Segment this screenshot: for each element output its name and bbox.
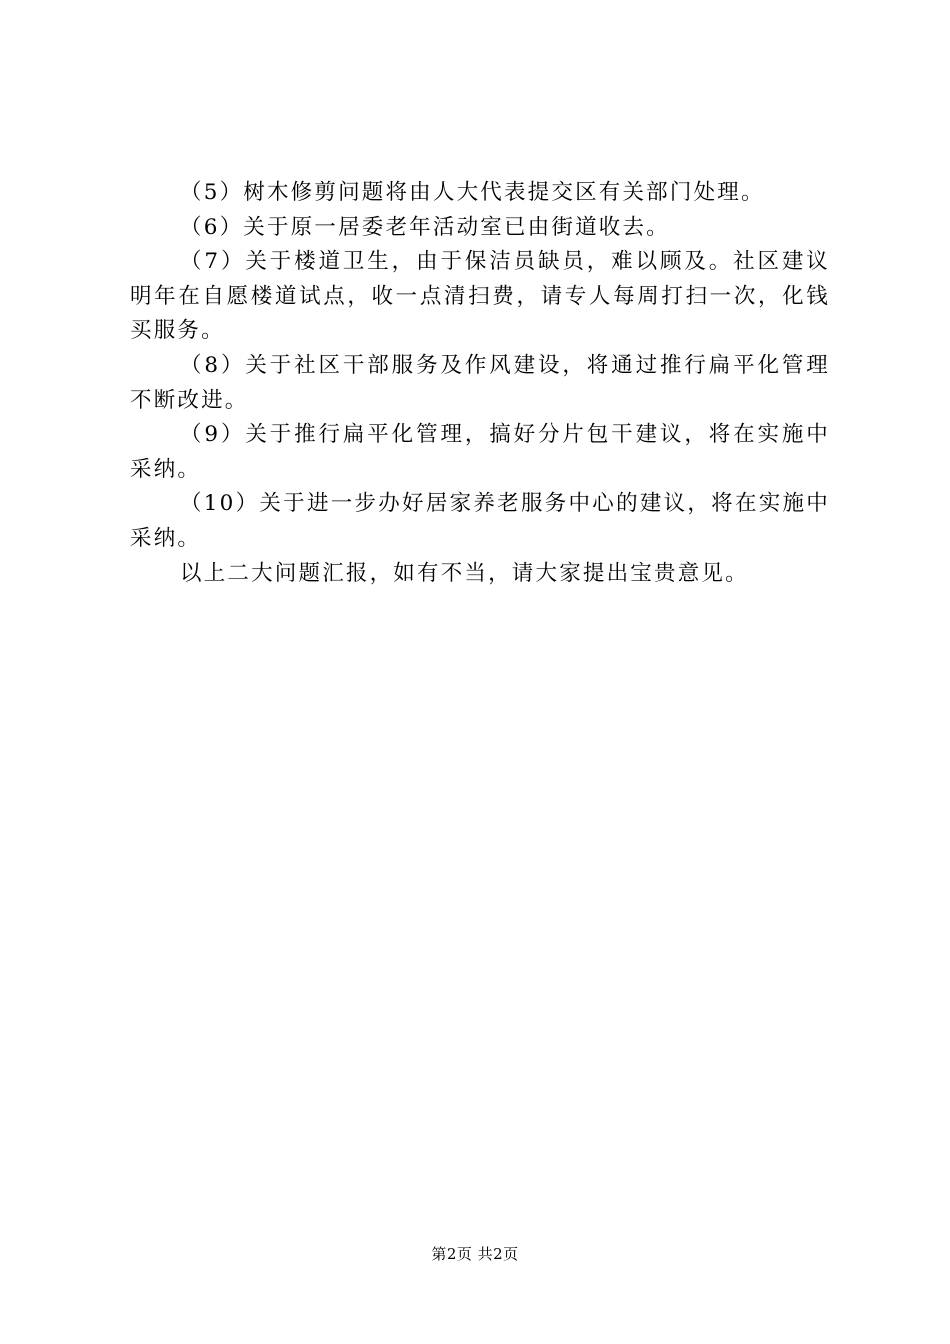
paragraph-item-8: （8）关于社区干部服务及作风建设，将通过推行扁平化管理不断改进。 (130, 352, 830, 413)
paragraph-item-9: （9）关于推行扁平化管理，搞好分片包干建议，将在实施中采纳。 (130, 422, 830, 482)
document-body (130, 176, 830, 591)
paragraph-item-7: （7）关于楼道卫生，由于保洁员缺员，难以顾及。社区建议明年在自愿楼道试点，收一点清扫费，请专人每周打扫一次，化钱买服务。 (130, 249, 830, 344)
closing-paragraph: 以上二大问题汇报，如有不当，请大家提出宝贵意见。 (180, 560, 749, 586)
page-number-footer: 第2页 共2页 (431, 1245, 519, 1263)
paragraph-item-6: （6）关于原一居委老年活动室已由街道收去。 (180, 214, 670, 240)
paragraph-item-10: （10）关于进一步办好居家养老服务中心的建议，将在实施中采纳。 (130, 491, 830, 551)
paragraph-item-5: （5）树木修剪问题将由人大代表提交区有关部门处理。 (180, 180, 765, 205)
